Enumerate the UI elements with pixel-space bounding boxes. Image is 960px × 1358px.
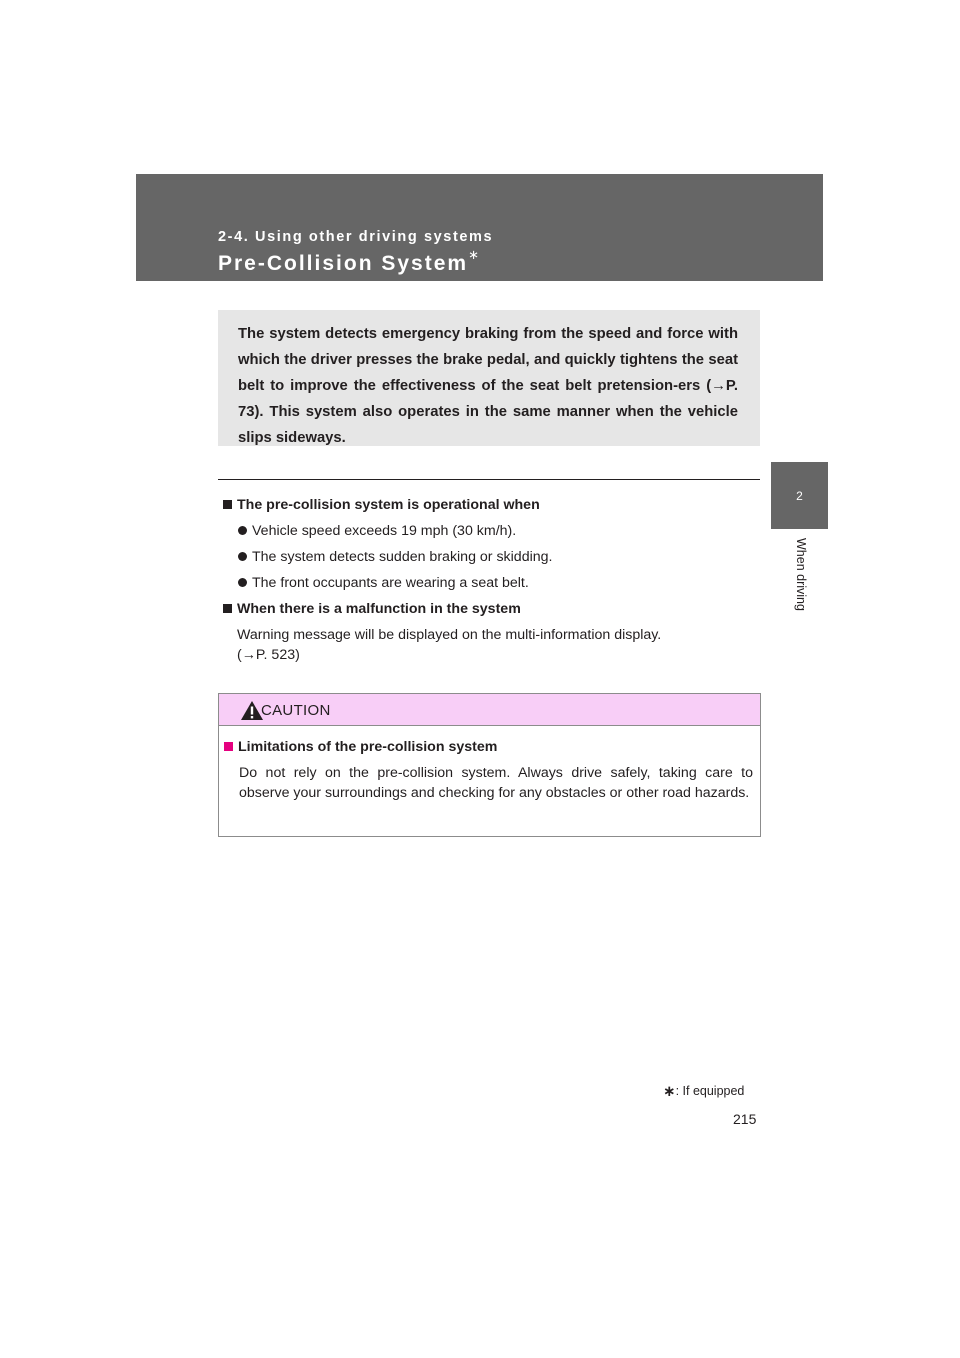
caution-title	[224, 739, 497, 755]
chapter-tab	[771, 462, 828, 529]
chapter-number: 2	[796, 488, 803, 503]
page-title-text: Pre-Collision System	[218, 252, 469, 275]
caution-box	[218, 693, 761, 837]
caution-body: Do not rely on the pre-collision system. Always drive safely, taking care to observe your surroundings and checking for any obstacles or other road hazards.	[239, 765, 753, 801]
page-number: 215	[733, 1111, 757, 1127]
intro-box	[218, 310, 760, 446]
circle-bullet-icon	[238, 552, 247, 561]
section-label: 2-4. Using other driving systems	[218, 229, 494, 245]
footnote-text: : If equipped	[675, 1084, 745, 1098]
footnote-marker: ∗	[468, 247, 479, 262]
list-item	[238, 523, 516, 539]
chapter-label-text: When driving	[794, 538, 808, 611]
footnote	[663, 1081, 744, 1099]
malfunction-text: Warning message will be displayed on the multi-information display.	[237, 627, 662, 643]
asterisk-icon: ∗	[663, 1083, 676, 1100]
malfunction-heading	[223, 601, 521, 617]
list-item-text: Vehicle speed exceeds 19 mph (30 km/h).	[252, 523, 517, 539]
intro-text: The system detects emergency braking from the speed and force with which the driver presses the brake pedal, and quickly tightens the seat belt to improve the effectiveness of the seat belt pretension-ers (→P. 73). This system also operates in the same manner when the vehicle slips sideways.	[238, 326, 738, 446]
operational-heading	[223, 497, 540, 513]
operational-heading-text: The pre-collision system is operational when	[237, 497, 540, 513]
caution-title-text: Limitations of the pre-collision system	[238, 739, 498, 755]
circle-bullet-icon	[238, 526, 247, 535]
list-item	[238, 575, 529, 591]
list-item	[238, 549, 552, 565]
divider	[218, 479, 760, 480]
caution-label: CAUTION	[261, 702, 331, 719]
square-bullet-icon	[223, 604, 232, 613]
malfunction-page-ref: (→P. 523)	[237, 647, 300, 663]
circle-bullet-icon	[238, 578, 247, 587]
malfunction-heading-text: When there is a malfunction in the system	[237, 601, 521, 617]
list-item-text: The front occupants are wearing a seat belt.	[252, 575, 529, 591]
caution-header	[219, 694, 760, 726]
list-item-text: The system detects sudden braking or skidding.	[252, 549, 553, 565]
header-band	[136, 174, 823, 281]
square-bullet-icon	[224, 742, 233, 751]
chapter-label	[770, 538, 830, 628]
square-bullet-icon	[223, 500, 232, 509]
page-title	[218, 247, 479, 276]
